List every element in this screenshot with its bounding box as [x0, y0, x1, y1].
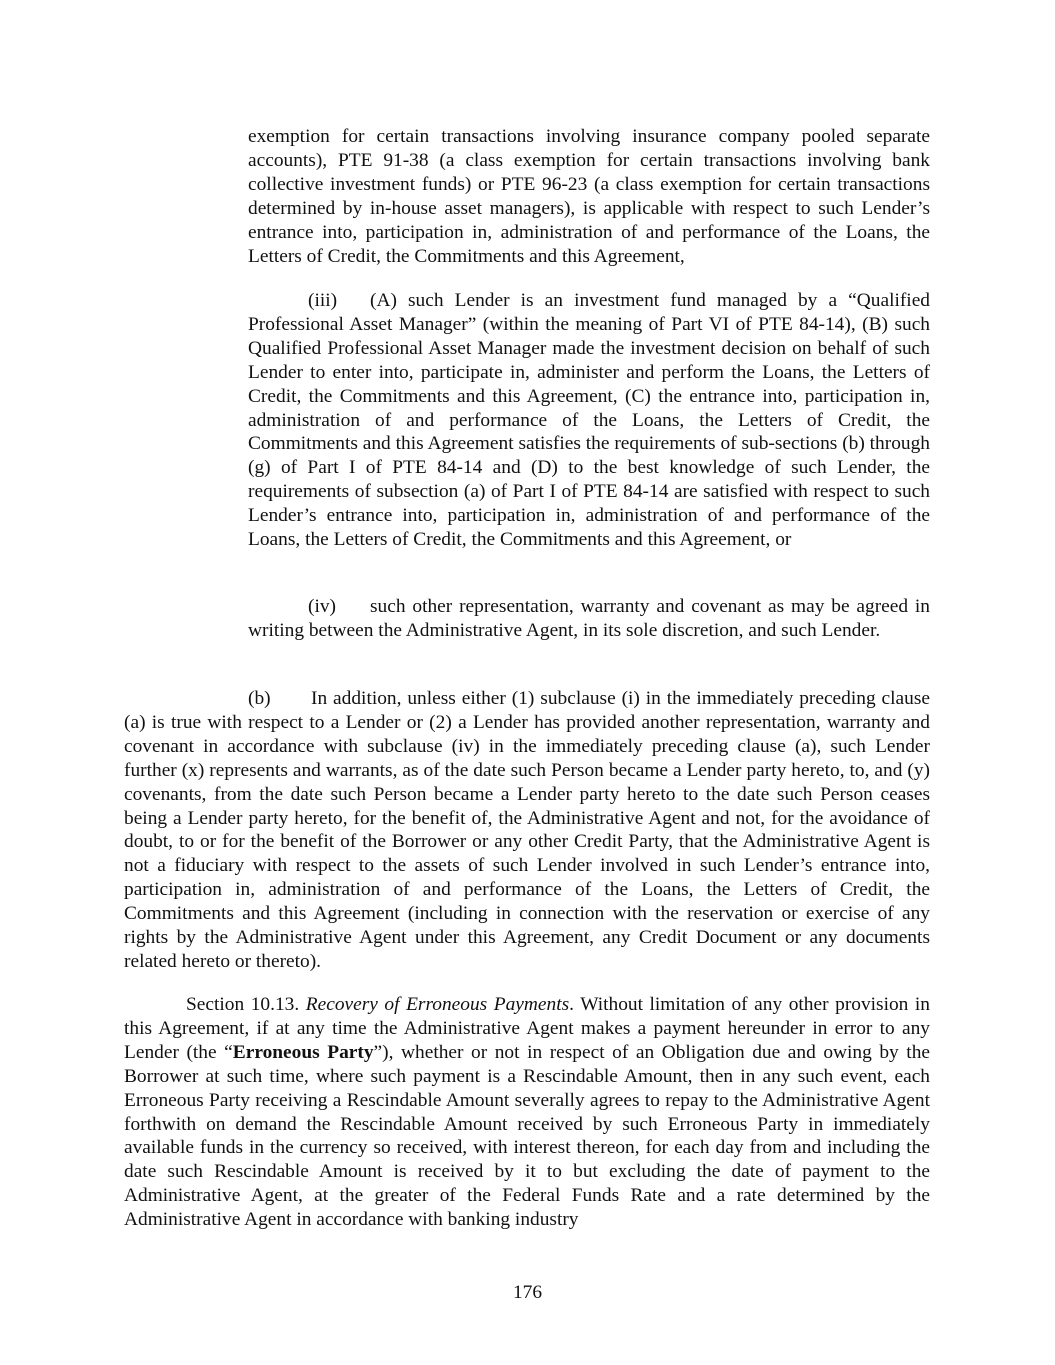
- clause-iv-text: such other representation, warranty and covenant as may be agreed in writing between the Administrative Agent, in its sole discretion, and such Lender.: [248, 596, 930, 641]
- section-10-13-paragraph: [124, 993, 930, 1232]
- clause-iii-paragraph: [248, 289, 930, 552]
- clause-iv-label: (iv): [308, 596, 336, 617]
- clause-iv-paragraph: [248, 595, 930, 643]
- section-number: Section 10.13.: [186, 994, 300, 1015]
- clause-b-paragraph: [124, 687, 930, 974]
- clause-b-text: In addition, unless either (1) subclause (i) in the immediately preceding clause (a) is true with respect to a Lender or (2) a Lender has provided another representation, warranty and covenant in accordance with subclause (iv) in the immediately preceding clause (a), such Lender further (x) represents and warrants, as of the date such Person became a Lender party hereto, to, and (y) covenants, from the date such Person became a Lender party hereto to the date such Person ceases being a Lender party hereto, for the benefit of, the Administrative Agent and not, for the avoidance of doubt, to or for the benefit of the Borrower or any other Credit Party, that the Administrative Agent is not a fiduciary with respect to the assets of such Lender involved in such Lender’s entrance into, participation in, administration of and performance of the Loans, the Letters of Credit, the Commitments and this Agreement (including in connection with the reservation or exercise of any rights by the Administrative Agent under this Agreement, any Credit Document or any documents related hereto or thereto).: [124, 688, 930, 972]
- section-text-part2: ”), whether or not in respect of an Obligation due and owing by the Borrower at such time, where such payment is a Rescindable Amount, then in any such event, each Erroneous Party receiving a Rescindable Amount severally agrees to repay to the Administrative Agent forthwith on demand the Rescindable Amount received by such Erroneous Party in immediately available funds in the currency so received, with interest thereon, for each day from and including the date such Rescindable Amount is received by it to but excluding the date of payment to the Administrative Agent, at the greater of the Federal Funds Rate and a rate determined by the Administrative Agent in accordance with banking industry: [124, 1041, 930, 1231]
- section-text-part1: . Without limitation of any other provision in this Agreement, if at any time the Administrative Agent makes a payment hereunder in error to any Lender (the “: [124, 994, 931, 1063]
- clause-iii-label: (iii): [308, 290, 338, 311]
- clause-b-label: (b): [248, 688, 271, 709]
- section-title: Recovery of Erroneous Payments: [305, 994, 570, 1015]
- clause-iii-text: (A) such Lender is an investment fund managed by a “Qualified Professional Asset Manager” (within the meaning of Part VI of PTE 84-14), (B) such Qualified Professional Asset Manager made the investment decision on behalf of such Lender to enter into, participate in, administer and perform the Loans, the Letters of Credit, the Commitments and this Agreement, (C) the entrance into, participation in, administration of and performance of the Loans, the Letters of Credit, the Commitments and this Agreement satisfies the requirements of sub-sections (b) through (g) of Part I of PTE 84-14 and (D) to the best knowledge of such Lender, the requirements of subsection (a) of Part I of PTE 84-14 are satisfied with respect to such Lender’s entrance into, participation in, administration of and performance of the Loans, the Letters of Credit, the Commitments and this Agreement, or: [248, 290, 930, 551]
- defined-term-erroneous-party: Erroneous Party: [232, 1041, 374, 1063]
- continuation-paragraph: exemption for certain transactions involving insurance company pooled separate accounts), PTE 91-38 (a class exemption for certain transactions involving bank collective investment funds) or PTE 96-23 (a class exemption for certain transactions determined by in-house asset managers), is applicable with respect to such Lender’s entrance into, participation in, administration of and performance of the Loans, the Letters of Credit, the Commitments and this Agreement,: [248, 126, 930, 267]
- page-number: 176: [512, 1282, 543, 1303]
